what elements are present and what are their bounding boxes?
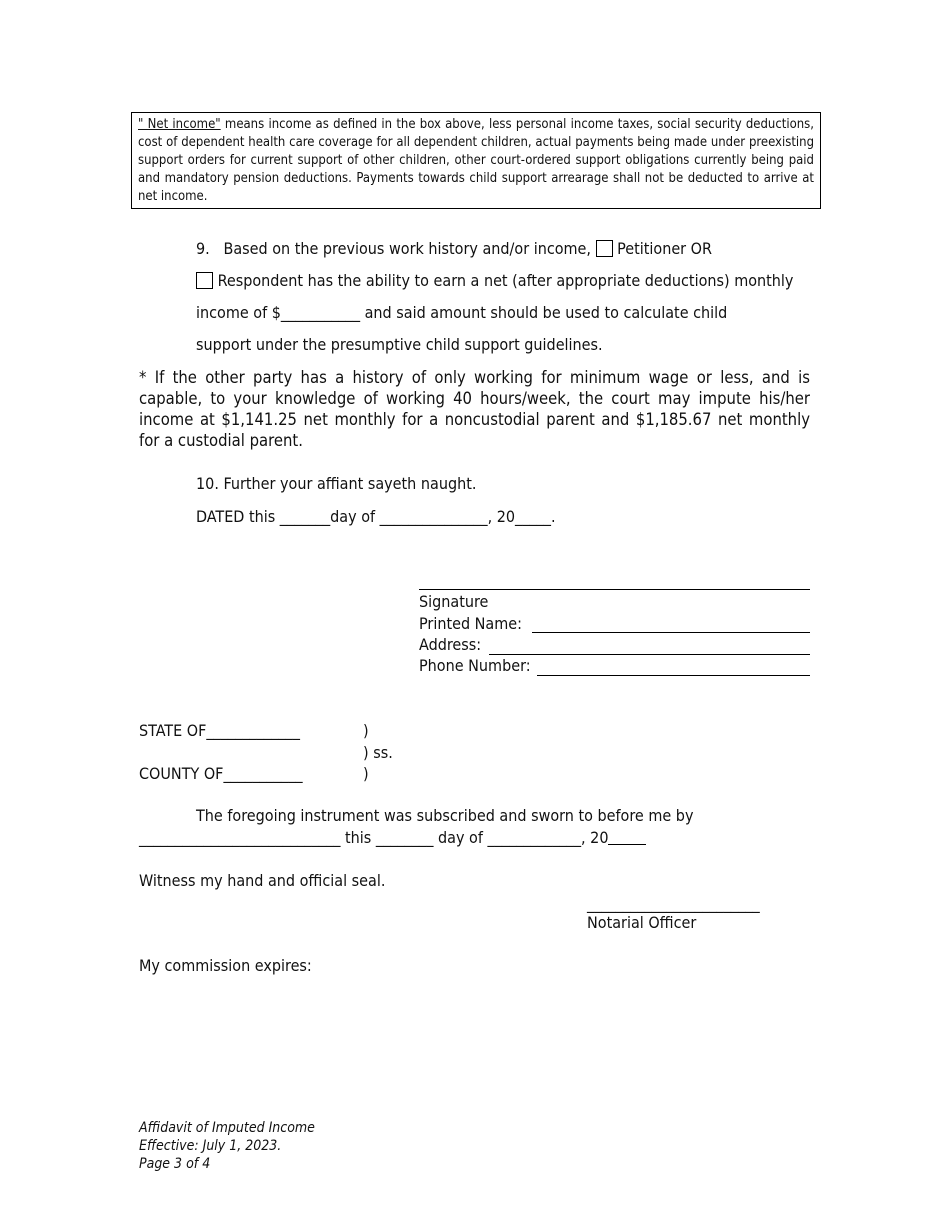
printed-name-label: Printed Name: xyxy=(419,614,522,633)
item9-number: 9. xyxy=(196,239,210,258)
county-of: COUNTY OF___________ xyxy=(139,764,303,783)
address-label: Address: xyxy=(419,635,482,654)
notary-signature-line[interactable]: ________________________ xyxy=(587,894,760,913)
footer-effective: Effective: July 1, 2023. xyxy=(139,1138,282,1154)
notarial-officer-label: Notarial Officer xyxy=(587,913,697,932)
item9-line1 xyxy=(196,239,712,259)
net-income-definition-box xyxy=(131,112,821,209)
petitioner-label: Petitioner OR xyxy=(617,239,712,258)
county-paren: ) xyxy=(363,764,369,783)
jurat-line1: The foregoing instrument was subscribed and sworn to before me by xyxy=(196,806,694,825)
state-paren: ) xyxy=(363,721,369,740)
jurat-line2 xyxy=(139,828,646,848)
printed-name-field[interactable] xyxy=(532,612,810,633)
dated-line: DATED this _______day of _______________, 20_____. xyxy=(196,507,556,526)
item9-line4: support under the presumptive child support guidelines. xyxy=(196,335,603,354)
item9-line1-text: Based on the previous work history and/or income, xyxy=(223,239,591,258)
signature-label: Signature xyxy=(419,592,489,611)
witness-text: Witness my hand and official seal. xyxy=(139,871,386,890)
net-income-definition: means income as defined in the box above, less personal income taxes, social security deductions, cost of dependent health care coverage for all dependent children, actual payments being made under preexisting support orders for current support of other children, other court-ordered support obligations currently being paid and mandatory pension deductions. Payments towards child support arrearage shall not be deducted to arrive at net income. xyxy=(138,117,814,204)
phone-number-label: Phone Number: xyxy=(419,656,531,675)
item9-line3: income of $___________ and said amount should be used to calculate child xyxy=(196,303,728,322)
phone-number-field[interactable] xyxy=(537,655,810,676)
item9-line2-text: Respondent has the ability to earn a net (after appropriate deductions) monthly xyxy=(217,271,794,290)
item9-line2 xyxy=(196,271,793,291)
footer-page-number: Page 3 of 4 xyxy=(139,1156,211,1172)
jurat-year-field[interactable] xyxy=(608,828,646,845)
footer-title: Affidavit of Imputed Income xyxy=(139,1120,315,1136)
petitioner-checkbox[interactable] xyxy=(596,240,613,257)
jurat-line2-text: ____________________________ this ________ day of _____________, 20 xyxy=(139,828,609,847)
commission-expires: My commission expires: xyxy=(139,956,312,975)
net-income-term: " Net income" xyxy=(138,117,221,132)
minimum-wage-note: * If the other party has a history of only working for minimum wage or less, and is capable, to your knowledge of working 40 hours/week, the court may impute his/her income at $1,141.25 net monthly for a noncustodial parent and $1,185.67 net monthly for a custodial parent. xyxy=(139,368,810,450)
respondent-checkbox[interactable] xyxy=(196,272,213,289)
state-of: STATE OF_____________ xyxy=(139,721,300,740)
address-field[interactable] xyxy=(489,634,810,655)
ss-paren: ) ss. xyxy=(363,743,393,762)
signature-line[interactable] xyxy=(419,589,810,590)
item10: 10. Further your affiant sayeth naught. xyxy=(196,474,477,493)
